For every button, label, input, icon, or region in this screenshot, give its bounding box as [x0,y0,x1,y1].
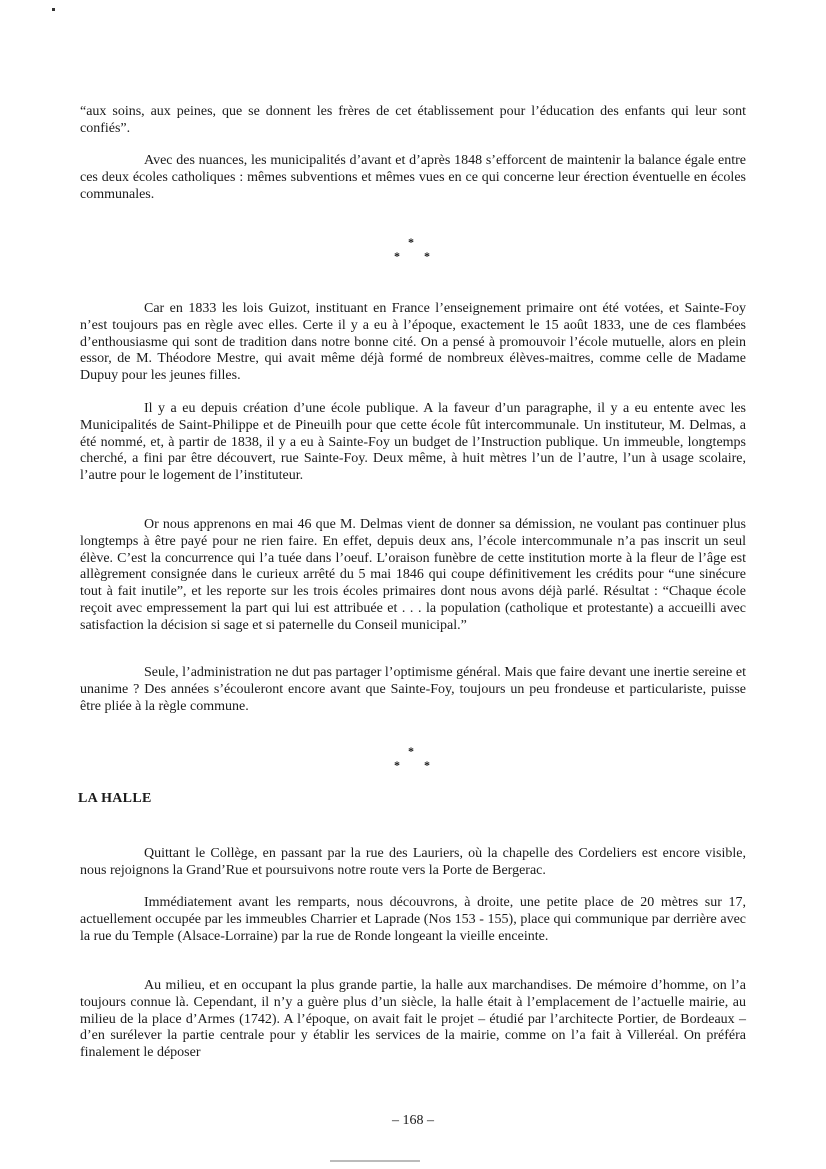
paragraph-2: Avec des nuances, les municipalités d’avant et d’après 1848 s’efforcent de maintenir la balance égale entre ces deux écoles catholiques : mêmes subventions et mêmes vues en ce qui concerne leur érection éventuelle en écoles communales. [80,153,746,202]
page-number: – 168 – [392,1113,434,1128]
paragraph-3: Car en 1833 les lois Guizot, instituant en France l’enseignement primaire ont été votées, et Sainte-Foy n’est toujours pas en règle avec elles. Certe il y a eu à l’époque, exactement le 15 août 1833, une de ces flambées d’enthousiasme qui sont de tradition dans notre bonne cité. On a pensé à promouvoir l’école mutuelle, alors en plein essor, de M. Théodore Mestre, qui avait même déjà formé de nombreux élèves-maitres, comme celle de Madame Dupuy pour les jeunes filles. [80,301,746,384]
paragraph-7: Quittant le Collège, en passant par la rue des Lauriers, où la chapelle des Cordeliers est encore visible, nous rejoignons la Grand’Rue et poursuivons notre route vers la Porte de Bergerac. [80,846,746,878]
paragraph-5: Or nous apprenons en mai 46 que M. Delmas vient de donner sa démission, ne voulant pas continuer plus longtemps à être payé pour ne rien faire. En effet, depuis deux ans, l’école intercommunale n’a pas inscrit un seul élève. C’est la concurrence qui l’a tuée dans l’oeuf. L’oraison funèbre de cette institution morte à la fleur de l’âge est allègrement consignée dans le curieux arrêté du 5 mai 1846 qui coupe définitivement les crédits pour “une sinécure tout à fait inutile”, et les reporte sur les trois écoles primaires dont nous avons déjà parlé. Résultat : “Chaque école reçoit avec empressement la part qui lui est attribuée et . . . la population (catholique et protestante) a accueilli avec satisfaction la décision si sage et si paternelle du Conseil municipal.” [80,517,746,633]
separator-star: * [408,235,414,249]
paragraph-8: Immédiatement avant les remparts, nous découvrons, à droite, une petite place de 20 mètres sur 17, actuellement occupée par les immeubles Charrier et Laprade (Nos 153 - 155), place qui communique par derrière avec la rue du Temple (Alsace-Lorraine) par la rue de Ronde longeant la vieille enceinte. [80,895,746,944]
paragraph-4: Il y a eu depuis création d’une école publique. A la faveur d’un paragraphe, il y a eu entente avec les Municipalités de Saint-Philippe et de Pineuilh pour que cette école fût intercommunale. Un instituteur, M. Delmas, a été nommé, et, à partir de 1838, il y a eu à Sainte-Foy un budget de l’Instruction publique. Un immeuble, longtemps cherché, a fini par être découvert, rue Sainte-Foy. Deux même, à huit mètres l’un de l’autre, l’un à usage scolaire, l’autre pour le logement de l’instituteur. [80,401,746,484]
paragraph-6: Seule, l’administration ne dut pas partager l’optimisme général. Mais que faire devant une inertie sereine et unanime ? Des années s’écouleront encore avant que Sainte-Foy, toujours un peu frondeuse et particulariste, puisse être pliée à la règle commune. [80,665,746,714]
section-separator-2 [392,745,432,771]
paragraph-1: “aux soins, aux peines, que se donnent les frères de cet établissement pour l’éducation des enfants qui leur sont confiés”. [80,104,746,136]
section-heading: LA HALLE [78,791,152,806]
scan-edge-mark [330,1160,420,1162]
paragraph-9: Au milieu, et en occupant la plus grande partie, la halle aux marchandises. De mémoire d’homme, on l’a toujours connue là. Cependant, il n’y a guère plus d’un siècle, la halle était à l’emplacement de l’actuelle mairie, au milieu de la place d’Armes (1742). A l’époque, on avait fait le projet – étudié par l’architecte Portier, de Bordeaux – d’en surélever la partie centrale pour y établir les services de la mairie, comme on l’a fait à Villeréal. On préféra finalement le déposer [80,978,746,1061]
separator-star: * [424,758,430,772]
separator-star: * [408,744,414,758]
separator-star: * [394,758,400,772]
separator-star: * [424,249,430,263]
scan-speck [52,8,55,11]
section-separator-1 [392,236,432,262]
separator-star: * [394,249,400,263]
